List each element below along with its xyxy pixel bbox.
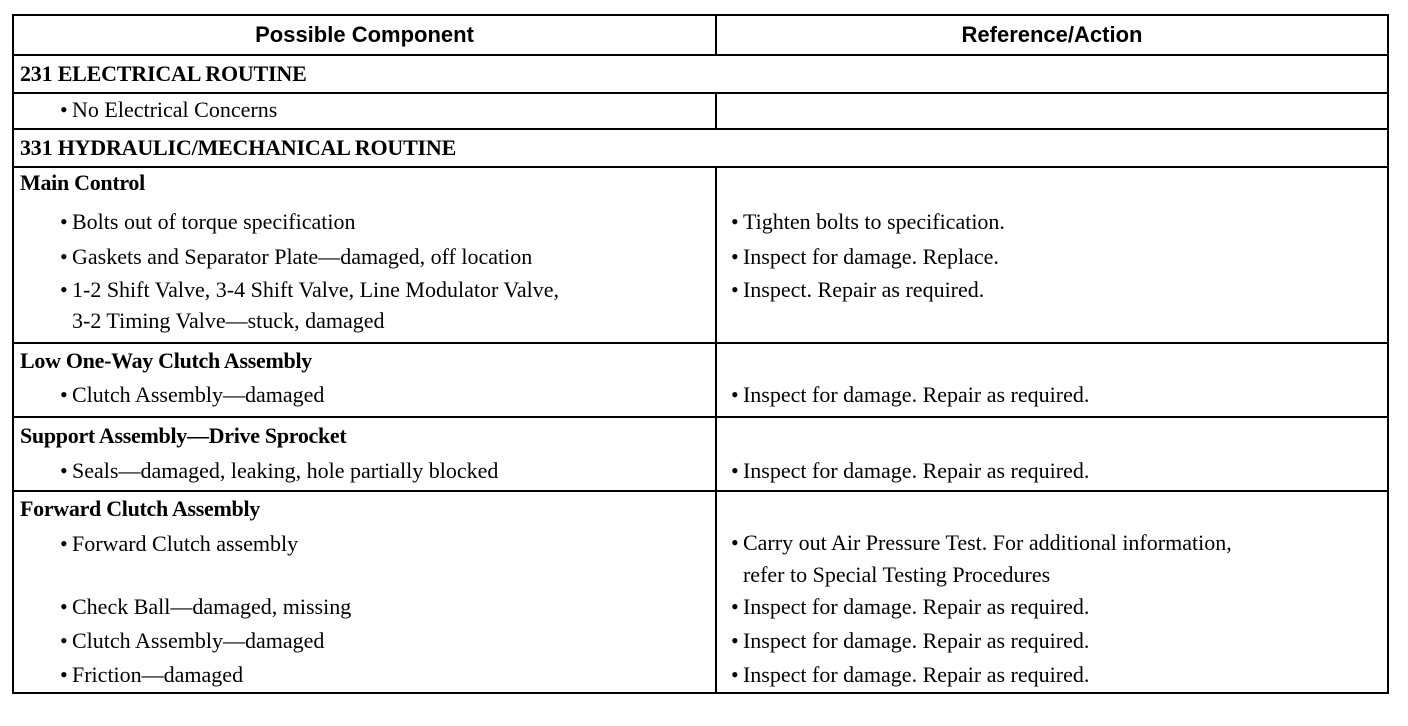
low-clutch-group — [13, 343, 1388, 417]
bullet: • — [730, 594, 739, 619]
bullet: • — [60, 628, 68, 653]
action-item — [717, 274, 1387, 306]
list-item-continuation: 3-2 Timing Valve—stuck, damaged — [72, 308, 385, 333]
action-item-continuation: refer to Special Testing Procedures — [742, 562, 1051, 587]
list-item — [14, 94, 715, 126]
forward-clutch-action-cell — [716, 491, 1388, 693]
list-item — [14, 378, 715, 412]
forward-clutch-title: Forward Clutch Assembly — [20, 496, 260, 521]
item-text: Friction—damaged — [72, 662, 244, 687]
bullet: • — [730, 209, 739, 234]
bullet: • — [60, 531, 68, 556]
support-title: Support Assembly—Drive Sprocket — [20, 423, 347, 448]
item-text: Bolts out of torque specification — [72, 209, 356, 234]
action-text: Inspect for damage. Repair as required. — [742, 594, 1090, 619]
bullet: • — [60, 277, 68, 302]
diagnostic-table — [12, 14, 1389, 694]
bullet: • — [60, 594, 68, 619]
action-text: Inspect. Repair as required. — [742, 277, 985, 302]
action-item — [717, 378, 1387, 412]
hydraulic-routine-row — [13, 129, 1388, 167]
bullet: • — [60, 209, 68, 234]
list-item — [14, 239, 715, 274]
bullet: • — [60, 244, 68, 269]
low-clutch-title: Low One-Way Clutch Assembly — [20, 348, 312, 373]
bullet: • — [60, 382, 68, 407]
item-text: Gaskets and Separator Plate—damaged, off location — [72, 244, 533, 269]
electrical-action-cell — [716, 93, 1388, 129]
action-item — [717, 454, 1387, 488]
header-reference-action: Reference/Action — [716, 15, 1388, 55]
action-text: Inspect for damage. Repair as required. — [742, 628, 1090, 653]
action-item — [717, 204, 1387, 239]
hydraulic-routine-title: 331 HYDRAULIC/MECHANICAL ROUTINE — [13, 129, 1388, 167]
item-text: Clutch Assembly—damaged — [72, 628, 325, 653]
list-item — [14, 658, 715, 692]
item-text: Seals—damaged, leaking, hole partially blocked — [72, 458, 499, 483]
action-text: Inspect for damage. Replace. — [742, 244, 999, 269]
header-row — [13, 15, 1388, 55]
action-item — [717, 526, 1387, 560]
support-component-cell — [13, 417, 716, 491]
action-text: Inspect for damage. Repair as required. — [742, 458, 1090, 483]
main-control-action-cell — [716, 167, 1388, 343]
main-control-title: Main Control — [20, 170, 145, 195]
action-item — [717, 624, 1387, 658]
item-text: Clutch Assembly—damaged — [72, 382, 325, 407]
electrical-routine-row — [13, 55, 1388, 93]
bullet: • — [730, 277, 739, 302]
list-item — [14, 526, 715, 562]
item-text: No Electrical Concerns — [72, 97, 278, 122]
action-text: Tighten bolts to specification. — [742, 209, 1005, 234]
low-clutch-component-cell — [13, 343, 716, 417]
item-text: Forward Clutch assembly — [72, 531, 299, 556]
support-group — [13, 417, 1388, 491]
item-text: Check Ball—damaged, missing — [72, 594, 352, 619]
action-text: Inspect for damage. Repair as required. — [742, 382, 1090, 407]
bullet: • — [730, 382, 739, 407]
list-item — [14, 274, 715, 306]
bullet: • — [730, 458, 739, 483]
support-action-cell — [716, 417, 1388, 491]
bullet: • — [60, 458, 68, 483]
forward-clutch-component-cell — [13, 491, 716, 693]
header-possible-component: Possible Component — [13, 15, 716, 55]
bullet: • — [730, 244, 739, 269]
action-text: Carry out Air Pressure Test. For additional information, — [742, 530, 1232, 555]
electrical-item-row — [13, 93, 1388, 129]
list-item — [14, 590, 715, 624]
electrical-routine-title: 231 ELECTRICAL ROUTINE — [13, 55, 1388, 93]
bullet: • — [730, 530, 739, 555]
bullet: • — [730, 628, 739, 653]
action-text: Inspect for damage. Repair as required. — [742, 662, 1090, 687]
bullet: • — [730, 662, 739, 687]
list-item — [14, 204, 715, 239]
action-item — [717, 658, 1387, 692]
item-text: 1-2 Shift Valve, 3-4 Shift Valve, Line Modulator Valve, — [72, 277, 559, 302]
main-control-group — [13, 167, 1388, 343]
bullet: • — [60, 97, 68, 122]
action-item — [717, 590, 1387, 624]
electrical-item-cell — [13, 93, 716, 129]
list-item — [14, 454, 715, 488]
main-control-component-cell — [13, 167, 716, 343]
list-item — [14, 624, 715, 658]
bullet: • — [60, 662, 68, 687]
low-clutch-action-cell — [716, 343, 1388, 417]
action-item — [717, 239, 1387, 274]
forward-clutch-group — [13, 491, 1388, 693]
